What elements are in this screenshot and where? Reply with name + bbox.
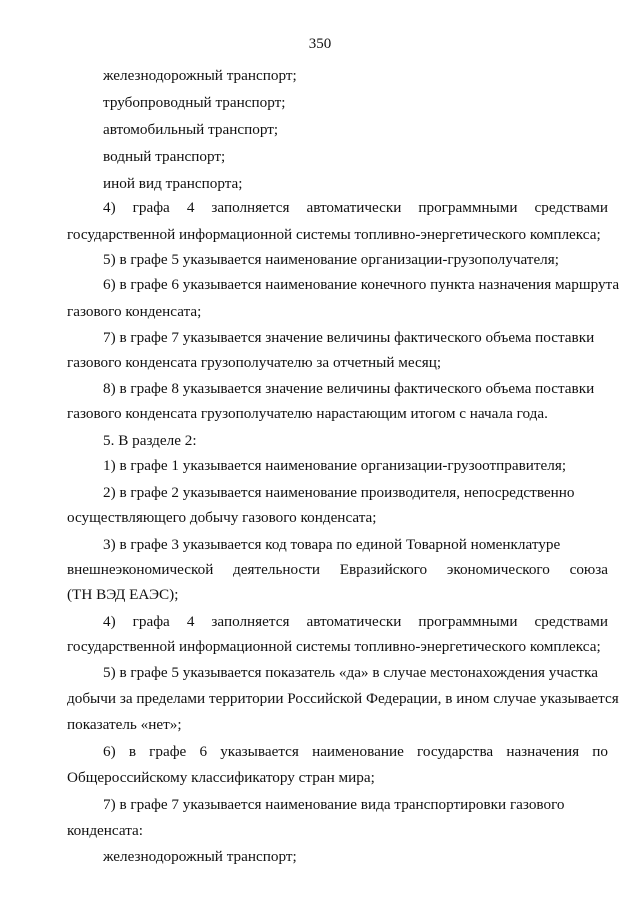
word: средствами [534, 613, 608, 630]
text-line: газового конденсата; [67, 303, 202, 320]
text-line: 7) в графе 7 указывается наименование вида транспортировки газового [103, 796, 565, 813]
text-line: 6) в графе 6 указывается наименование конечного пункта назначения маршрута [103, 276, 620, 293]
word: в [128, 743, 136, 760]
text-line: государственной информационной системы топливно-энергетического комплекса; [67, 226, 601, 243]
word: деятельности [233, 561, 320, 578]
word: Евразийского [339, 561, 428, 578]
text-line: газового конденсата грузополучателю за отчетный месяц; [67, 354, 442, 371]
word: 6 [199, 743, 208, 760]
page-number: 350 [308, 36, 332, 52]
text-line: 7) в графе 7 указывается значение величины фактического объема поставки [103, 329, 595, 346]
word: 6) [103, 743, 116, 760]
word: графа [132, 613, 170, 630]
word: программными [418, 199, 518, 216]
word: заполняется [211, 199, 290, 216]
word: внешнеэкономической [67, 561, 214, 578]
word: союза [569, 561, 608, 578]
word: экономического [446, 561, 550, 578]
word: программными [418, 613, 518, 630]
word: государства [417, 743, 494, 760]
text-line: автомобильный транспорт; [103, 121, 279, 138]
word: 4) [103, 613, 116, 630]
justified-line [103, 743, 608, 761]
text-line: 3) в графе 3 указывается код товара по единой Товарной номенклатуре [103, 536, 561, 553]
word: 4) [103, 199, 116, 216]
word: автоматически [306, 613, 402, 630]
text-line: 8) в графе 8 указывается значение величины фактического объема поставки [103, 380, 595, 397]
word: указывается [220, 743, 299, 760]
text-line: 5) в графе 5 указывается наименование организации-грузополучателя; [103, 251, 559, 268]
word: 4 [186, 613, 195, 630]
text-line: железнодорожный транспорт; [103, 848, 297, 865]
text-line: Общероссийскому классификатору стран мира; [67, 769, 375, 786]
word: графа [132, 199, 170, 216]
word: наименование [312, 743, 404, 760]
text-line: осуществляющего добычу газового конденсата; [67, 509, 377, 526]
text-line: 2) в графе 2 указывается наименование производителя, непосредственно [103, 484, 575, 501]
word: по [592, 743, 608, 760]
justified-line [67, 561, 608, 579]
text-line: 5) в графе 5 указывается показатель «да» в случае местонахождения участка [103, 664, 598, 681]
word: назначения [506, 743, 580, 760]
text-line: трубопроводный транспорт; [103, 94, 286, 111]
word: средствами [534, 199, 608, 216]
word: 4 [186, 199, 195, 216]
text-line: иной вид транспорта; [103, 175, 243, 192]
text-line: государственной информационной системы топливно-энергетического комплекса; [67, 638, 601, 655]
word: заполняется [211, 613, 290, 630]
text-line: (ТН ВЭД ЕАЭС); [67, 586, 179, 603]
word: графе [149, 743, 187, 760]
text-line: конденсата: [67, 822, 143, 839]
section-heading: 5. В разделе 2: [103, 432, 197, 449]
justified-line [103, 613, 608, 631]
word: автоматически [306, 199, 402, 216]
text-line: водный транспорт; [103, 148, 226, 165]
text-line: газового конденсата грузополучателю нарастающим итогом с начала года. [67, 405, 548, 422]
text-line: 1) в графе 1 указывается наименование организации-грузоотправителя; [103, 457, 567, 474]
text-line: железнодорожный транспорт; [103, 67, 297, 84]
text-line: добычи за пределами территории Российской Федерации, в ином случае указывается [67, 690, 619, 707]
justified-line [103, 199, 608, 217]
text-line: показатель «нет»; [67, 716, 182, 733]
